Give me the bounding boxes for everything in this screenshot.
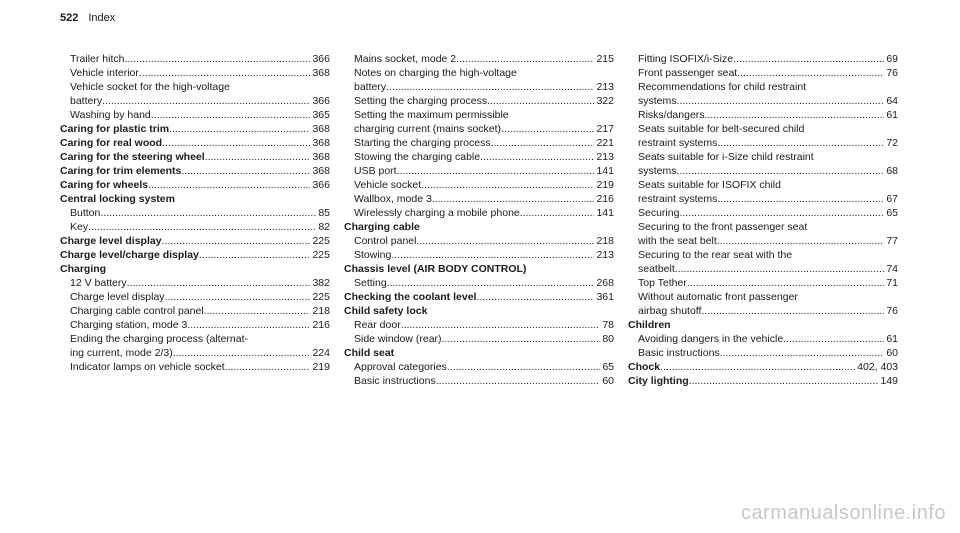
page-reference[interactable]: 69	[886, 53, 898, 65]
index-entry-line: Ending the charging process (alternat-	[70, 333, 249, 345]
entry-label: Checking the coolant level	[344, 291, 477, 303]
index-sub-entry[interactable]	[60, 108, 330, 122]
index-sub-entry[interactable]	[344, 332, 614, 346]
entry-label: Trailer hitch	[70, 53, 125, 65]
index-entry-line: Vehicle socket for the high-voltage	[70, 81, 230, 93]
dot-leader	[677, 94, 885, 108]
dot-leader	[689, 374, 879, 388]
index-sub-entry[interactable]	[60, 290, 330, 304]
index-sub-entry[interactable]	[60, 318, 330, 332]
entry-label: Caring for trim elements	[60, 165, 182, 177]
dot-leader	[720, 346, 885, 360]
entry-label: Rear door	[354, 319, 401, 331]
entry-label: Washing by hand	[70, 109, 151, 121]
entry-label: Setting	[354, 277, 387, 289]
page-reference[interactable]: 76	[886, 67, 898, 79]
page-reference[interactable]: 71	[886, 277, 898, 289]
dot-leader	[679, 206, 884, 220]
entry-label: Caring for plastic trim	[60, 123, 170, 135]
entry-label: seatbelt	[638, 263, 675, 275]
dot-leader	[717, 136, 884, 150]
page-reference[interactable]: 82	[318, 221, 330, 233]
dot-leader	[387, 276, 595, 290]
index-sub-entry[interactable]	[628, 94, 898, 108]
dot-leader	[705, 108, 885, 122]
page-reference[interactable]: 368	[312, 123, 330, 135]
page-reference[interactable]: 402, 403	[857, 361, 898, 373]
page-reference[interactable]: 382	[312, 277, 330, 289]
page-reference[interactable]: 72	[886, 137, 898, 149]
index-sub-entry[interactable]	[60, 94, 330, 108]
index-sub-entry[interactable]	[628, 332, 898, 346]
index-column-2	[344, 52, 614, 388]
index-sub-entry[interactable]	[60, 346, 330, 360]
index-sub-entry[interactable]	[344, 374, 614, 388]
index-sub-entry[interactable]	[628, 304, 898, 318]
entry-label: Fitting ISOFIX/i-Size	[638, 53, 734, 65]
dot-leader	[783, 332, 884, 346]
page-reference[interactable]: 141	[596, 207, 614, 219]
entry-label: Setting the charging process	[354, 95, 488, 107]
index-heading: Charging	[60, 263, 107, 275]
dot-leader	[701, 304, 884, 318]
entry-label: Wirelessly charging a mobile phone	[354, 207, 520, 219]
dot-leader	[480, 150, 594, 164]
entry-label: Basic instructions	[354, 375, 436, 387]
page-reference[interactable]: 65	[886, 207, 898, 219]
page-reference[interactable]: 141	[596, 165, 614, 177]
page-reference[interactable]: 221	[596, 137, 614, 149]
index-heading: Child safety lock	[344, 305, 428, 317]
index-entry-line: Without automatic front passenger	[638, 291, 798, 303]
index-main-entry[interactable]	[60, 234, 330, 248]
entry-label: Charging station, mode 3	[70, 319, 188, 331]
page-reference[interactable]: 76	[886, 305, 898, 317]
index-column-1	[60, 52, 330, 374]
dot-leader	[139, 66, 311, 80]
page-reference[interactable]: 60	[886, 347, 898, 359]
index-sub-entry[interactable]	[344, 248, 614, 262]
page-reference[interactable]: 268	[596, 277, 614, 289]
entry-label: restraint systems	[638, 137, 718, 149]
page-reference[interactable]: 85	[318, 207, 330, 219]
index-sub-entry[interactable]	[628, 234, 898, 248]
dot-leader	[162, 234, 311, 248]
page-reference[interactable]: 216	[596, 193, 614, 205]
index-entry-line: Recommendations for child restraint	[638, 81, 807, 93]
entry-label: Mains socket, mode 2	[354, 53, 457, 65]
entry-label: ing current, mode 2/3)	[70, 347, 173, 359]
page-reference[interactable]: 77	[886, 235, 898, 247]
entry-label: battery	[70, 95, 103, 107]
page-reference[interactable]: 216	[312, 319, 330, 331]
index-main-entry[interactable]	[60, 248, 330, 262]
page-reference[interactable]: 64	[886, 95, 898, 107]
page-reference[interactable]: 365	[312, 109, 330, 121]
entry-label: Avoiding dangers in the vehicle	[638, 333, 784, 345]
dot-leader	[677, 164, 885, 178]
index-sub-entry[interactable]	[628, 276, 898, 290]
index-entry-line: Setting the maximum permissible	[354, 109, 509, 121]
index-sub-entry[interactable]	[344, 276, 614, 290]
page-reference[interactable]: 368	[312, 165, 330, 177]
page-reference[interactable]: 149	[880, 375, 898, 387]
entry-label: charging current (mains socket)	[354, 123, 502, 135]
dot-leader	[436, 374, 601, 388]
index-sub-entry[interactable]	[60, 66, 330, 80]
index-sub-entry[interactable]	[60, 304, 330, 318]
entry-label: Top Tether	[638, 277, 687, 289]
dot-leader	[127, 276, 311, 290]
entry-label: Stowing	[354, 249, 392, 261]
index-sub-entry[interactable]	[628, 192, 898, 206]
index-heading: Charging cable	[344, 221, 420, 233]
page-reference[interactable]: 215	[596, 53, 614, 65]
index-heading: Children	[628, 319, 671, 331]
page-reference[interactable]: 225	[312, 291, 330, 303]
dot-leader	[124, 52, 310, 66]
index-sub-entry[interactable]	[344, 206, 614, 220]
dot-leader	[717, 234, 885, 248]
page-reference[interactable]: 366	[312, 53, 330, 65]
dot-leader	[660, 360, 855, 374]
section-title: Index	[88, 12, 116, 24]
page-reference[interactable]: 60	[602, 375, 614, 387]
entry-label: Charge level/charge display	[60, 249, 199, 261]
index-sub-entry[interactable]	[60, 360, 330, 374]
dot-leader	[88, 220, 316, 234]
page-reference[interactable]: 61	[886, 109, 898, 121]
dot-leader	[737, 66, 884, 80]
page-reference[interactable]: 61	[886, 333, 898, 345]
dot-leader	[148, 178, 310, 192]
index-main-entry[interactable]	[628, 374, 898, 388]
page-reference[interactable]: 368	[312, 137, 330, 149]
entry-label: City lighting	[628, 375, 689, 387]
index-sub-entry[interactable]	[344, 164, 614, 178]
page-reference[interactable]: 213	[596, 249, 614, 261]
page-reference[interactable]: 218	[596, 235, 614, 247]
page-reference[interactable]: 78	[602, 319, 614, 331]
page-reference[interactable]: 65	[602, 361, 614, 373]
index-sub-entry[interactable]	[60, 206, 330, 220]
page-reference[interactable]: 213	[596, 81, 614, 93]
dot-leader	[421, 178, 594, 192]
index-sub-entry[interactable]	[344, 136, 614, 150]
index-sub-entry[interactable]	[344, 94, 614, 108]
index-main-entry[interactable]	[60, 150, 330, 164]
index-sub-entry[interactable]	[344, 234, 614, 248]
entry-label: Risks/dangers	[638, 109, 705, 121]
dot-leader	[442, 332, 601, 346]
index-sub-entry[interactable]	[628, 346, 898, 360]
dot-leader	[476, 290, 594, 304]
entry-label: Chock	[628, 361, 661, 373]
index-column-3	[628, 52, 898, 388]
index-entry-line: Seats suitable for i-Size child restraint	[638, 151, 814, 163]
index-heading: Chassis level (AIR BODY CONTROL)	[344, 263, 527, 275]
dot-leader	[151, 108, 311, 122]
index-sub-entry[interactable]	[628, 66, 898, 80]
index-sub-entry[interactable]	[628, 136, 898, 150]
entry-label: Charge level display	[70, 291, 165, 303]
dot-leader	[205, 150, 311, 164]
entry-label: systems	[638, 165, 677, 177]
page-reference[interactable]: 225	[312, 235, 330, 247]
entry-label: Side window (rear)	[354, 333, 442, 345]
page-reference[interactable]: 213	[596, 151, 614, 163]
index-sub-entry[interactable]	[344, 178, 614, 192]
index-main-entry[interactable]	[60, 136, 330, 150]
dot-leader	[225, 360, 311, 374]
dot-leader	[100, 206, 316, 220]
index-sub-entry[interactable]	[628, 262, 898, 276]
entry-label: Indicator lamps on vehicle socket	[70, 361, 225, 373]
page-number: 522	[60, 12, 79, 24]
entry-label: Caring for wheels	[60, 179, 149, 191]
dot-leader	[386, 80, 594, 94]
index-main-entry[interactable]	[344, 290, 614, 304]
index-main-entry[interactable]	[60, 178, 330, 192]
index-sub-entry[interactable]	[628, 52, 898, 66]
entry-label: 12 V battery	[70, 277, 127, 289]
index-sub-entry[interactable]	[344, 318, 614, 332]
index-heading: Central locking system	[60, 193, 175, 205]
dot-leader	[102, 94, 310, 108]
entry-label: Charging cable control panel	[70, 305, 204, 317]
entry-label: Caring for the steering wheel	[60, 151, 205, 163]
entry-label: Starting the charging process	[354, 137, 491, 149]
page-reference[interactable]: 224	[312, 347, 330, 359]
dot-leader	[204, 304, 311, 318]
dot-leader	[187, 318, 310, 332]
entry-label: with the seat belt	[638, 235, 717, 247]
page-reference[interactable]: 218	[312, 305, 330, 317]
dot-leader	[162, 136, 310, 150]
page-reference[interactable]: 217	[596, 123, 614, 135]
dot-leader	[169, 122, 310, 136]
watermark: carmanualsonline.info	[740, 502, 946, 524]
entry-label: systems	[638, 95, 677, 107]
page-reference[interactable]: 368	[312, 151, 330, 163]
index-sub-entry[interactable]	[344, 360, 614, 374]
dot-leader	[447, 360, 601, 374]
entry-label: Approval categories	[354, 361, 447, 373]
index-sub-entry[interactable]	[344, 150, 614, 164]
page-reference[interactable]: 366	[312, 179, 330, 191]
index-sub-entry[interactable]	[60, 220, 330, 234]
entry-label: Basic instructions	[638, 347, 720, 359]
page-header	[60, 12, 115, 24]
page-reference[interactable]: 219	[312, 361, 330, 373]
entry-label: airbag shutoff	[638, 305, 702, 317]
entry-label: Charge level display	[60, 235, 162, 247]
index-sub-entry[interactable]	[628, 206, 898, 220]
dot-leader	[416, 234, 594, 248]
entry-label: USB port	[354, 165, 397, 177]
dot-leader	[173, 346, 311, 360]
index-main-entry[interactable]	[60, 122, 330, 136]
entry-label: battery	[354, 81, 387, 93]
index-entry-line: Securing to the front passenger seat	[638, 221, 808, 233]
entry-label: Front passenger seat	[638, 67, 738, 79]
index-sub-entry[interactable]	[344, 192, 614, 206]
page-reference[interactable]: 68	[886, 165, 898, 177]
dot-leader	[520, 206, 595, 220]
dot-leader	[401, 318, 601, 332]
dot-leader	[733, 52, 884, 66]
entry-label: restraint systems	[638, 193, 718, 205]
entry-label: Caring for real wood	[60, 137, 163, 149]
index-sub-entry[interactable]	[60, 276, 330, 290]
entry-label: Vehicle interior	[70, 67, 139, 79]
dot-leader	[165, 290, 311, 304]
dot-leader	[432, 192, 595, 206]
page-reference[interactable]: 80	[602, 333, 614, 345]
dot-leader	[487, 94, 594, 108]
page-reference[interactable]: 322	[596, 95, 614, 107]
dot-leader	[181, 164, 310, 178]
page-reference[interactable]: 219	[596, 179, 614, 191]
dot-leader	[456, 52, 594, 66]
page-reference[interactable]: 67	[886, 193, 898, 205]
index-sub-entry[interactable]	[628, 108, 898, 122]
index-entry-line: Securing to the rear seat with the	[638, 249, 793, 261]
index-entry-line: Seats suitable for belt-secured child	[638, 123, 805, 135]
index-sub-entry[interactable]	[344, 52, 614, 66]
entry-label: Key	[70, 221, 89, 233]
dot-leader	[501, 122, 594, 136]
dot-leader	[687, 276, 884, 290]
entry-label: Vehicle socket	[354, 179, 422, 191]
dot-leader	[717, 192, 884, 206]
entry-label: Stowing the charging cable	[354, 151, 481, 163]
page-reference[interactable]: 225	[312, 249, 330, 261]
index-main-entry[interactable]	[60, 164, 330, 178]
dot-leader	[491, 136, 595, 150]
index-entry-line: Seats suitable for ISOFIX child	[638, 179, 781, 191]
entry-label: Wallbox, mode 3	[354, 193, 432, 205]
index-sub-entry[interactable]	[344, 80, 614, 94]
page-reference[interactable]: 361	[596, 291, 614, 303]
index-sub-entry[interactable]	[628, 164, 898, 178]
entry-label: Control panel	[354, 235, 417, 247]
page-reference[interactable]: 368	[312, 67, 330, 79]
dot-leader	[199, 248, 311, 262]
dot-leader	[675, 262, 885, 276]
index-main-entry[interactable]	[628, 360, 898, 374]
dot-leader	[397, 164, 595, 178]
entry-label: Securing	[638, 207, 680, 219]
page-reference[interactable]: 366	[312, 95, 330, 107]
page-reference[interactable]: 74	[886, 263, 898, 275]
entry-label: Button	[70, 207, 101, 219]
index-sub-entry[interactable]	[60, 52, 330, 66]
index-sub-entry[interactable]	[344, 122, 614, 136]
index-entry-line: Notes on charging the high-voltage	[354, 67, 517, 79]
index-heading: Child seat	[344, 347, 395, 359]
dot-leader	[391, 248, 594, 262]
